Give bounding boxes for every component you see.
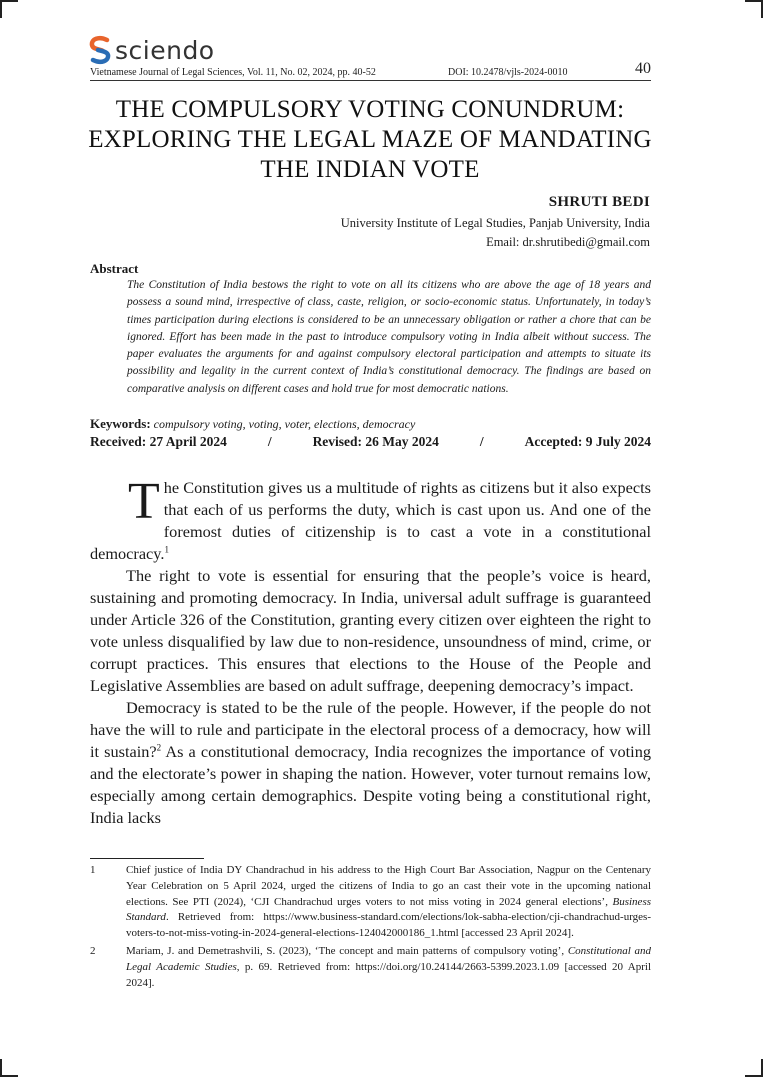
footnote-text-part[interactable]: . Retrieved from: https://www.business-standard.com/elections/lok-sabha-election/cji-chandrachud-urges-voters-to-not-miss-voting-in-2024-general-elections-124042000186_1.html [accessed 23 April 2024]. <box>126 911 651 940</box>
publisher-logo <box>89 34 215 66</box>
date-separator: / <box>479 434 484 449</box>
article-title: THE COMPULSORY VOTING CONUNDRUM: EXPLORING THE LEGAL MAZE OF MANDATING THE INDIAN VOTE <box>88 96 652 183</box>
footnote-text-part[interactable]: , p. 69. Retrieved from: https://doi.org/10.24144/2663-5399.2023.1.09 [accessed 20 April 2024]. <box>126 960 652 989</box>
body-paragraph <box>90 697 651 829</box>
footnote-number: 2 <box>90 944 96 957</box>
footnote-source: Business Standard <box>126 895 651 924</box>
journal-info-line <box>90 67 621 78</box>
doi-text: DOI: 10.2478/vjls-2024-0010 <box>448 67 568 78</box>
author-name: SHRUTI BEDI <box>548 194 650 210</box>
footnote-source: Constitutional and Legal Academic Studies <box>126 944 651 973</box>
body-paragraph <box>90 473 651 565</box>
drop-cap: T <box>128 473 160 530</box>
accepted-date: Accepted: 9 July 2024 <box>524 434 651 449</box>
journal-citation: Vietnamese Journal of Legal Sciences, Vol. 11, No. 02, 2024, pp. 40-52 <box>90 67 376 78</box>
footnote-ref[interactable]: 2 <box>156 742 162 753</box>
page-number: 40 <box>635 60 651 77</box>
received-date: Received: 27 April 2024 <box>90 434 227 449</box>
paragraph-text: As a constitutional democracy, India recognizes the importance of voting and the electorate’s power in shaping the nation. However, voter turnout remains low, especially among certain demographics. Despite voting being a constitutional right, India lacks <box>90 742 651 827</box>
header-divider <box>90 80 651 81</box>
author-email: Email: dr.shrutibedi@gmail.com <box>486 235 650 249</box>
footnote-number: 1 <box>90 864 96 876</box>
publisher-name: sciendo <box>115 35 215 65</box>
keywords-line <box>90 416 415 432</box>
keywords-label: Keywords: <box>90 416 151 431</box>
abstract-text: The Constitution of India bestows the right to vote on all its citizens who are above the age of 18 years and possess a sound mind, irrespective of class, caste, religion, or socio-economic status. Unfortunately, in today’s times participation during elections is considered to be an unnecessary obligation or rather a chore that can be ignored. Effort has been made in the past to introduce compulsory voting in India albeit without success. The paper evaluates the arguments for and against compulsory electoral participation and attempts to situate its possibility and legality in the current context of India’s constitutional democracy. The findings are based on comparative analysis on different cases and hold true for most democratic nations. <box>127 279 651 395</box>
crop-mark-top-left-h <box>0 0 18 2</box>
sciendo-logo-icon <box>89 35 111 65</box>
footnote-text <box>126 944 651 991</box>
submission-dates <box>90 434 651 450</box>
abstract-heading: Abstract <box>90 261 139 276</box>
revised-date: Revised: 26 May 2024 <box>312 434 439 449</box>
footnotes <box>90 863 651 993</box>
footnote-text-part: Mariam, J. and Demetrashvili, S. (2023), ‘The concept and main patterns of compulsory voting’, <box>126 944 568 957</box>
crop-mark-top-right-h <box>745 0 763 2</box>
footnote <box>90 944 651 991</box>
footnote-ref[interactable]: 1 <box>164 544 169 555</box>
footnote-text-part: Chief justice of India DY Chandrachud in his address to the High Court Bar Association, Nagpur on the Centenary Year Celebration on 5 April 2024, urged the citizens of India to go an cast their vote in the upcoming national elections. See PTI (2024), ‘CJI Chandrachud urges voters to not miss voting in 2024 general elections’, <box>126 864 651 908</box>
article-body <box>90 473 651 829</box>
crop-mark-top-left-v <box>0 0 2 18</box>
footnote <box>90 863 651 942</box>
date-separator: / <box>267 434 272 449</box>
footnote-divider <box>90 858 204 859</box>
keywords-text: compulsory voting, voting, voter, elections, democracy <box>153 417 416 431</box>
body-paragraph: The right to vote is essential for ensuring that the people’s voice is heard, sustaining and promoting democracy. In India, universal adult suffrage is guaranteed under Article 326 of the Constitution, granting every citizen over eighteen the right to vote unless disqualified by law due to non-residence, unsoundness of mind, crime, or corrupt practices. This ensures that elections to the House of the People and Legislative Assemblies are based on adult suffrage, deepening democracy’s impact. <box>90 566 651 695</box>
author-affiliation: University Institute of Legal Studies, Panjab University, India <box>340 216 650 230</box>
paragraph-text: Democracy is stated to be the rule of the people. However, if the people do not have the will to rule and participate in the electoral process of a democracy, how will it sustain? <box>90 698 651 761</box>
footnote-text <box>126 863 651 942</box>
paragraph-text: he Constitution gives us a multitude of rights as citizens but it also expects that each of us performs the duty, which is cast upon us. And one of the foremost duties of citizenship is to cast a vote in a constitutional democracy. <box>90 478 651 563</box>
